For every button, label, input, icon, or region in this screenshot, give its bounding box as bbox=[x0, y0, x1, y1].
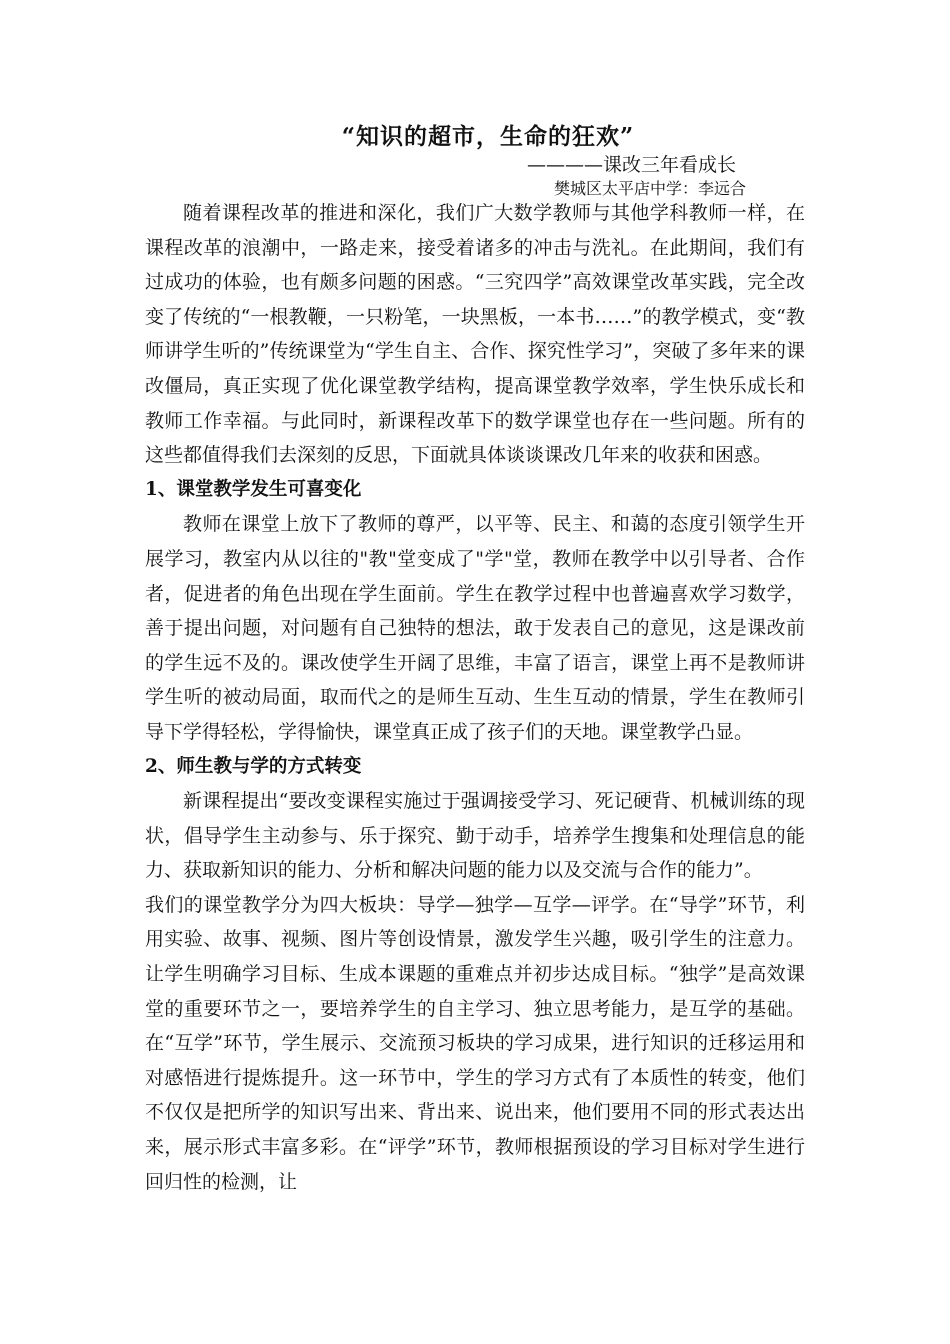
document-author: 樊城区太平店中学：李远合 bbox=[553, 179, 746, 198]
document-title: “知识的超市，生命的狂欢” bbox=[341, 123, 635, 150]
section-2-paragraph: 新课程提出“要改变课程实施过于强调接受学习、死记硬背、机械训练的现状，倡导学生主动参与、乐于探究、勤于动手，培养学生搜集和处理信息的能力、获取新知识的能力、分析和解决问题的能力以及交流与合作的能力”。 bbox=[145, 790, 805, 882]
section-1-paragraph: 教师在课堂上放下了教师的尊严，以平等、民主、和蔼的态度引领学生开展学习，教室内从以往的"教"堂变成了"学"堂，教师在教学中以引导者、合作者，促进者的角色出现在学生面前。学生在教学过程中也普遍喜欢学习数学，善于提出问题，对问题有自己独特的想法，敢于发表自己的意见，这是课改前的学生远不及的。课改使学生开阔了思维，丰富了语言，课堂上再不是教师讲学生听的被动局面，取而代之的是师生互动、生生互动的情景，学生在教师引导下学得轻松，学得愉快，课堂真正成了孩子们的天地。课堂教学凸显。 bbox=[145, 513, 805, 743]
document-body bbox=[145, 196, 805, 1199]
intro-paragraph: 随着课程改革的推进和深化，我们广大数学教师与其他学科教师一样，在课程改革的浪潮中，一路走来，接受着诸多的冲击与洗礼。在此期间，我们有过成功的体验，也有颇多问题的困惑。“三究四学”高效课堂改革实践，完全改变了传统的“一根教鞭，一只粉笔，一块黑板，一本书……”的教学模式，变“教师讲学生听的”传统课堂为“学生自主、合作、探究性学习”，突破了多年来的课改僵局，真正实现了优化课堂教学结构，提高课堂教学效率，学生快乐成长和教师工作幸福。与此同时，新课程改革下的数学课堂也存在一些问题。所有的这些都值得我们去深刻的反思，下面就具体谈谈课改几年来的收获和困惑。 bbox=[145, 202, 805, 467]
section-2-heading: 2、师生教与学的方式转变 bbox=[145, 755, 362, 777]
section-2-paragraph-2: 我们的课堂教学分为四大板块：导学—独学—互学—评学。在“导学”环节，利用实验、故事、视频、图片等创设情景，激发学生兴趣，吸引学生的注意力。让学生明确学习目标、生成本课题的重难点并初步达成目标。“独学”是高效课堂的重要环节之一，要培养学生的自主学习、独立思考能力，是互学的基础。在“互学”环节，学生展示、交流预习板块的学习成果，进行知识的迁移运用和对感悟进行提炼提升。这一环节中，学生的学习方式有了本质性的转变，他们不仅仅是把所学的知识写出来、背出来、说出来，他们要用不同的形式表达出来，展示形式丰富多彩。在“评学”环节，教师根据预设的学习目标对学生进行回归性的检测，让 bbox=[145, 893, 805, 1193]
document-subtitle: ————课改三年看成长 bbox=[526, 154, 736, 176]
section-1-heading: 1、课堂教学发生可喜变化 bbox=[145, 478, 362, 500]
